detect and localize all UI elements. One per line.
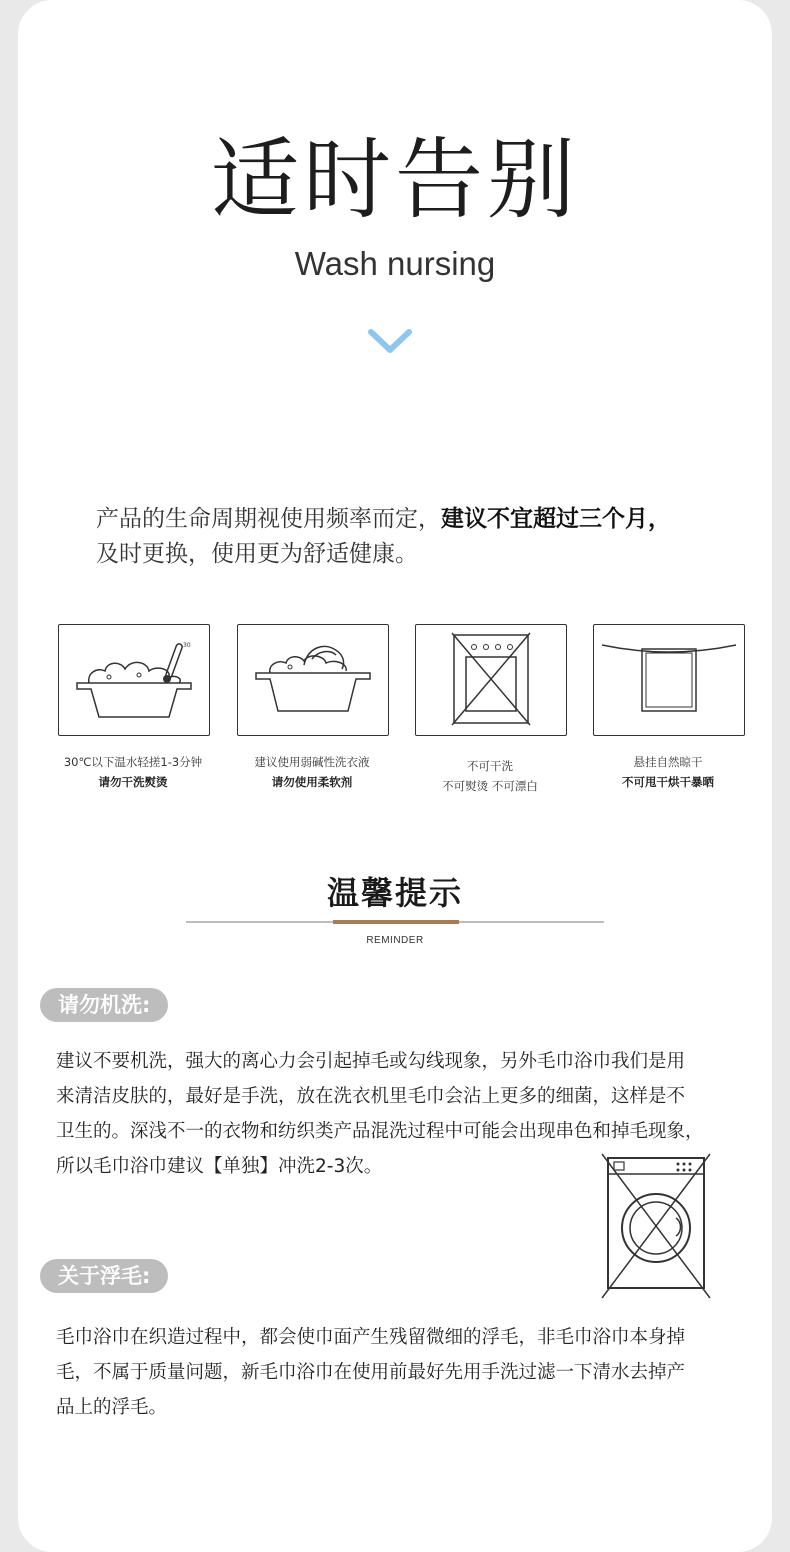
intro-normal: 产品的生命周期视使用频率而定，	[96, 506, 441, 532]
page-subtitle: Wash nursing	[294, 245, 496, 282]
care-caption-3-line2: 不可熨烫 不可漂白	[442, 779, 538, 793]
section-text-loose-fibers	[56, 1320, 756, 1425]
care-caption-1-line2: 请勿干洗熨烫	[98, 775, 168, 789]
mild-detergent-icon	[237, 624, 389, 736]
svg-text:30: 30	[183, 642, 191, 649]
intro-text	[96, 502, 736, 572]
no-dry-clean-icon	[415, 624, 567, 736]
text-line: 卫生的。深浅不一的衣物和纺织类产品混洗过程中可能会出现串色和掉毛现象，	[56, 1121, 704, 1142]
section-label-no-machine-wash: 请勿机洗:	[40, 988, 168, 1022]
care-caption-3-line1: 不可干洗	[467, 759, 513, 773]
no-washing-machine-icon	[600, 1152, 712, 1300]
text-line: 所以毛巾浴巾建议【单独】冲洗2-3次。	[56, 1156, 383, 1177]
care-caption-1-line1: 30℃以下温水轻搓1-3分钟	[63, 755, 203, 769]
text-line: 建议不要机洗，强大的离心力会引起掉毛或勾线现象，另外毛巾浴巾我们是用	[56, 1051, 686, 1072]
page-title: 适时告别	[210, 128, 579, 231]
care-caption-4-line2: 不可甩干烘干暴晒	[622, 775, 714, 789]
chevron-down-icon	[366, 324, 414, 358]
care-caption-3	[395, 756, 585, 796]
section-label-loose-fibers: 关于浮毛:	[40, 1259, 168, 1293]
intro-line2: 及时更换，使用更为舒适健康。	[96, 541, 418, 567]
text-line: 来清洁皮肤的，最好是手洗，放在洗衣机里毛巾会沾上更多的细菌，这样是不	[56, 1086, 686, 1107]
reminder-title: 温馨提示	[326, 874, 463, 912]
reminder-subtitle: REMINDER	[366, 935, 424, 946]
text-line: 毛，不属于质量问题，新毛巾浴巾在使用前最好先用手洗过滤一下清水去掉产	[56, 1362, 686, 1383]
hand-wash-30c-icon	[58, 624, 210, 736]
care-caption-4-line1: 悬挂自然晾干	[633, 755, 703, 769]
care-caption-2-line1: 建议使用弱碱性洗衣液	[254, 755, 370, 769]
text-line: 品上的浮毛。	[56, 1397, 168, 1418]
hang-dry-icon	[593, 624, 745, 736]
care-caption-2-line2: 请勿使用柔软剂	[271, 775, 353, 789]
care-caption-1	[38, 752, 228, 792]
reminder-divider-accent	[333, 920, 459, 924]
care-caption-4	[573, 752, 763, 792]
intro-bold: 建议不宜超过三个月，	[441, 506, 671, 532]
text-line: 毛巾浴巾在织造过程中，都会使巾面产生残留微细的浮毛，非毛巾浴巾本身掉	[56, 1327, 686, 1348]
care-caption-2	[217, 752, 407, 792]
